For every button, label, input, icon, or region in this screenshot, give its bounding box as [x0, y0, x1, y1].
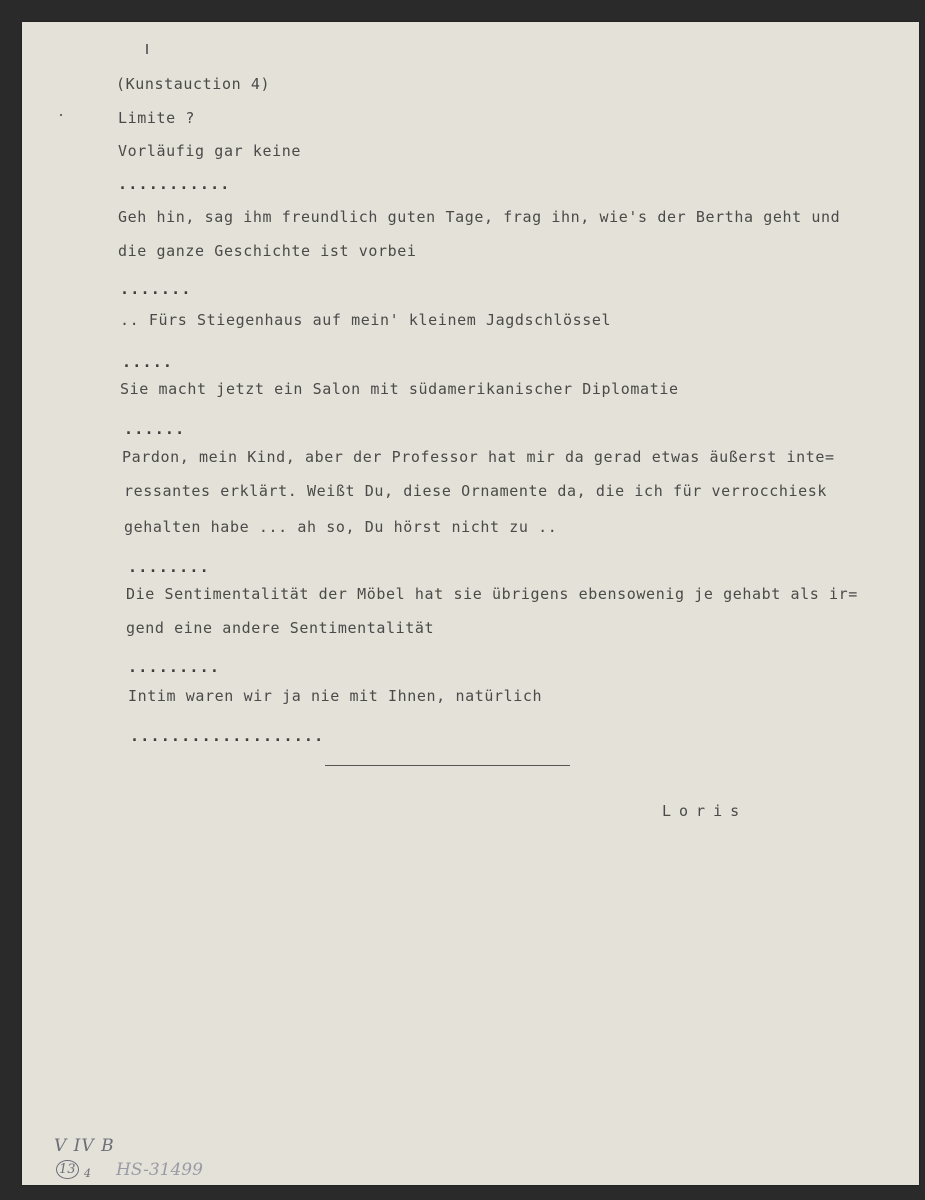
ellipsis-separator: .......	[120, 280, 192, 298]
closing-rule	[325, 765, 570, 766]
text-line: Intim waren wir ja nie mit Ihnen, natürlich	[128, 687, 543, 705]
ellipsis-separator: ........	[128, 558, 210, 576]
margin-dot-mark	[60, 114, 62, 116]
text-line: Geh hin, sag ihm freundlich guten Tage, frag ihn, wie's der Bertha geht und	[118, 208, 841, 226]
text-line: Vorläufig gar keine	[118, 142, 301, 160]
text-line: gend eine andere Sentimentalität	[126, 619, 435, 637]
ellipsis-separator: ...........	[118, 175, 231, 193]
shelfmark-note: V IV B	[54, 1136, 115, 1156]
text-line: die ganze Geschichte ist vorbei	[118, 242, 417, 260]
document-page	[22, 22, 919, 1185]
text-line: Limite ?	[118, 109, 196, 127]
text-line: Die Sentimentalität der Möbel hat sie übrigens ebensowenig je gehabt als ir=	[126, 585, 858, 603]
signature: Loris	[662, 802, 748, 820]
folio-number: 13	[56, 1160, 79, 1179]
text-line: Pardon, mein Kind, aber der Professor hat mir da gerad etwas äußerst inte=	[122, 448, 835, 466]
ellipsis-separator: ...................	[130, 727, 325, 745]
text-line: .. Fürs Stiegenhaus auf mein' kleinem Jagdschlössel	[120, 311, 612, 329]
heading-line: (Kunstauction 4)	[116, 75, 271, 93]
folio-sub-number: 4	[84, 1167, 91, 1180]
text-line: ressantes erklärt. Weißt Du, diese Ornamente da, die ich für verrocchiesk	[124, 482, 828, 500]
ellipsis-separator: .....	[122, 353, 174, 371]
pencil-tick-mark	[146, 44, 148, 54]
ellipsis-separator: ......	[124, 420, 186, 438]
text-line: gehalten habe ... ah so, Du hörst nicht zu ..	[124, 518, 558, 536]
text-line: Sie macht jetzt ein Salon mit südamerikanischer Diplomatie	[120, 380, 679, 398]
ellipsis-separator: .........	[128, 658, 221, 676]
inventory-number: HS-31499	[116, 1160, 203, 1180]
